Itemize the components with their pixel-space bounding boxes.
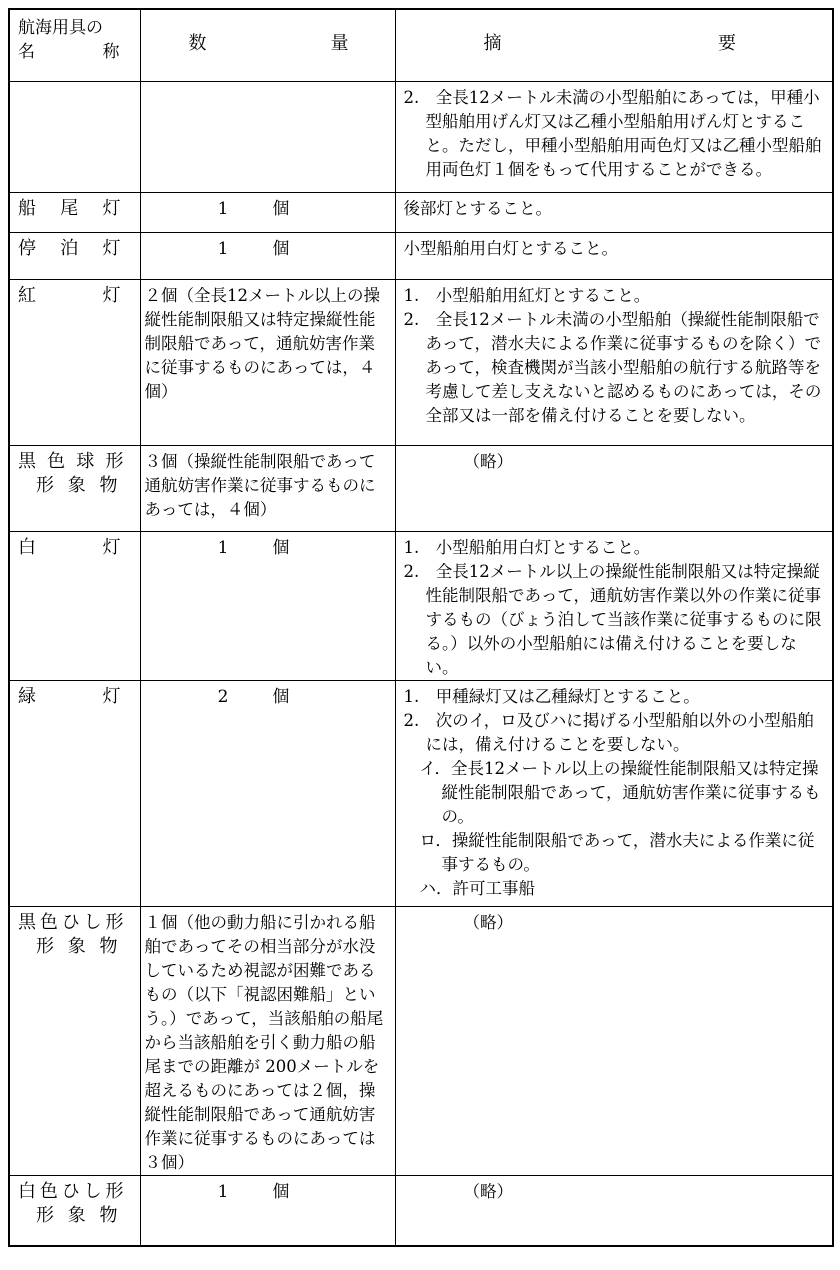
equipment-name-cell — [9, 193, 140, 233]
quantity-text: ３個（操縦性能制限船であって通航妨害作業に従事するものにあっては，４個） — [144, 452, 376, 519]
quantity-cell — [140, 280, 395, 446]
table-row — [9, 233, 833, 280]
summary-cell — [395, 233, 833, 280]
summary-subitem: ロ．操縦性能制限船であって，潜水夫による作業に従事するもの。 — [419, 831, 815, 874]
header-summary — [395, 9, 833, 82]
quantity-text: １個（他の動力船に引かれる船舶であってその相当部分が水没しているため視認が困難であるもの（以下「視認困難船」という。）であって，当該船舶の船尾から当該船舶を引く動力船の船尾までの距離が 200メートルを超えるものにあっては２個，操縦性能制限船であって通航妨害作業に従事するものにあっては３個） — [144, 913, 384, 1172]
equipment-name-cell — [9, 280, 140, 446]
name-char: 停 — [18, 238, 37, 259]
name-char: 形 — [36, 1205, 54, 1226]
name-char: ひ — [61, 1181, 80, 1202]
equipment-name-cell — [9, 233, 140, 280]
name-char: 黒 — [18, 912, 36, 933]
name-char: 灯 — [102, 238, 122, 259]
quantity-unit: 個 — [272, 239, 290, 259]
name-char: 形 — [105, 451, 124, 472]
quantity-cell — [140, 446, 395, 532]
name-char: 紅 — [18, 285, 37, 306]
quantity-text: ２個（全長12メートル以上の操縦性能制限船又は特定操縦性能制限船であって，通航妨害作業に従事するものにあっては，４個） — [144, 286, 380, 401]
table-row — [9, 532, 833, 681]
summary-subitem: ハ．許可工事船 — [419, 879, 535, 898]
equipment-name-cell — [9, 1176, 140, 1246]
name-char: 船 — [18, 198, 37, 219]
name-char: 象 — [67, 1205, 86, 1226]
quantity-cell — [140, 233, 395, 280]
table-row — [9, 193, 833, 233]
summary-item: 1. 小型船舶用白灯とすること。 — [403, 538, 651, 557]
quantity-unit: 個 — [272, 687, 290, 707]
summary-cell — [395, 681, 833, 907]
summary-item: 1. 小型船舶用紅灯とすること。 — [403, 286, 651, 305]
name-char: 白 — [18, 1181, 36, 1202]
name-char: ひ — [61, 912, 80, 933]
summary-cell — [395, 907, 833, 1176]
quantity-unit: 個 — [272, 538, 290, 558]
name-char: 尾 — [60, 198, 80, 219]
table-row — [9, 82, 833, 193]
summary-item: 2. 全長12メートル未満の小型船舶にあっては，甲種小型船舶用げん灯又は乙種小型船舶用げん灯とすること。ただし，甲種小型船舶用両色灯又は乙種小型船舶用両色灯１個をもって代用することができる。 — [403, 88, 822, 179]
table-row — [9, 907, 833, 1176]
quantity-number: 1 — [217, 239, 229, 259]
table-row — [9, 1176, 833, 1246]
name-char: 形 — [36, 475, 54, 496]
name-char: 灯 — [102, 285, 122, 306]
summary-item: 2. 次のイ，ロ及びハに掲げる小型船舶以外の小型船舶には，備え付けることを要しない。 — [403, 711, 814, 754]
header-summary-char: 摘 — [483, 33, 502, 54]
summary-cell — [395, 1176, 833, 1246]
summary-item: 2. 全長12メートル未満の小型船舶（操縦性能制限船であって，潜水夫による作業に従事するものを除く）であって，検査機関が当該小型船舶の航行する航路等を考慮して差し支えないと認めるものにあっては，その全部又は一部を備え付けることを要しない。 — [403, 310, 822, 425]
quantity-number: 1 — [217, 199, 229, 219]
quantity-cell — [140, 82, 395, 193]
name-char: 黒 — [18, 451, 36, 472]
summary-cell — [395, 193, 833, 233]
summary-omitted: （略） — [463, 913, 513, 932]
summary-omitted: （略） — [463, 452, 513, 471]
summary-item: 2. 全長12メートル以上の操縦性能制限船又は特定操縦性能制限船であって，通航妨害作業以外の作業に従事するもの（びょう泊して当該作業に従事するものに限る。）以外の小型船舶には備え付けることを要しない。 — [403, 562, 822, 677]
name-char: 灯 — [102, 198, 122, 219]
header-qty-char: 量 — [330, 33, 349, 54]
table-row — [9, 446, 833, 532]
header-summary-char: 要 — [718, 33, 736, 54]
quantity-number: 1 — [217, 1182, 229, 1202]
table-header-row — [9, 9, 833, 82]
name-char: 灯 — [102, 537, 122, 558]
summary-cell — [395, 280, 833, 446]
quantity-cell — [140, 1176, 395, 1246]
header-name-char: 名 — [18, 42, 35, 62]
equipment-name-cell — [9, 82, 140, 193]
quantity-cell — [140, 193, 395, 233]
summary-item: 1. 甲種緑灯又は乙種緑灯とすること。 — [403, 687, 700, 706]
equipment-name-cell — [9, 446, 140, 532]
name-char: 形 — [105, 1181, 124, 1202]
quantity-cell — [140, 681, 395, 907]
name-char: し — [83, 1181, 102, 1202]
summary-omitted: （略） — [463, 1182, 513, 1201]
equipment-name-cell — [9, 907, 140, 1176]
quantity-number: 1 — [217, 538, 229, 558]
document-page — [8, 8, 834, 1247]
header-name-char: 称 — [102, 42, 120, 62]
name-char: 色 — [47, 451, 66, 472]
quantity-cell — [140, 907, 395, 1176]
name-char: 色 — [39, 1181, 58, 1202]
name-char: 形 — [105, 912, 124, 933]
name-char: 形 — [36, 936, 54, 957]
name-char: 色 — [39, 912, 58, 933]
name-char: 緑 — [18, 686, 37, 707]
name-char: し — [83, 912, 102, 933]
table-row — [9, 280, 833, 446]
navigation-equipment-table — [8, 8, 834, 1247]
summary-cell — [395, 532, 833, 681]
equipment-name-cell — [9, 681, 140, 907]
name-char: 泊 — [60, 238, 80, 259]
name-char: 象 — [67, 936, 86, 957]
summary-cell — [395, 82, 833, 193]
summary-item: 小型船舶用白灯とすること。 — [403, 239, 618, 258]
table-row — [9, 681, 833, 907]
name-char: 象 — [67, 475, 86, 496]
summary-item: 後部灯とすること。 — [403, 199, 552, 218]
header-qty-char: 数 — [188, 33, 207, 54]
quantity-unit: 個 — [272, 199, 290, 219]
equipment-name-cell — [9, 532, 140, 681]
name-char: 物 — [99, 475, 118, 496]
summary-cell — [395, 446, 833, 532]
quantity-number: 2 — [217, 687, 229, 707]
summary-subitem: イ．全長12メートル以上の操縦性能制限船又は特定操縦性能制限船であって，通航妨害作業に従事するもの。 — [419, 759, 821, 826]
quantity-cell — [140, 532, 395, 681]
header-equipment-name — [9, 9, 140, 82]
header-quantity — [140, 9, 395, 82]
name-char: 白 — [18, 537, 37, 558]
name-char: 物 — [99, 936, 118, 957]
name-char: 球 — [76, 451, 95, 472]
quantity-unit: 個 — [272, 1182, 290, 1202]
name-char: 灯 — [102, 686, 122, 707]
name-char: 物 — [99, 1205, 118, 1226]
header-name-line1: 航海用具の — [18, 18, 103, 38]
